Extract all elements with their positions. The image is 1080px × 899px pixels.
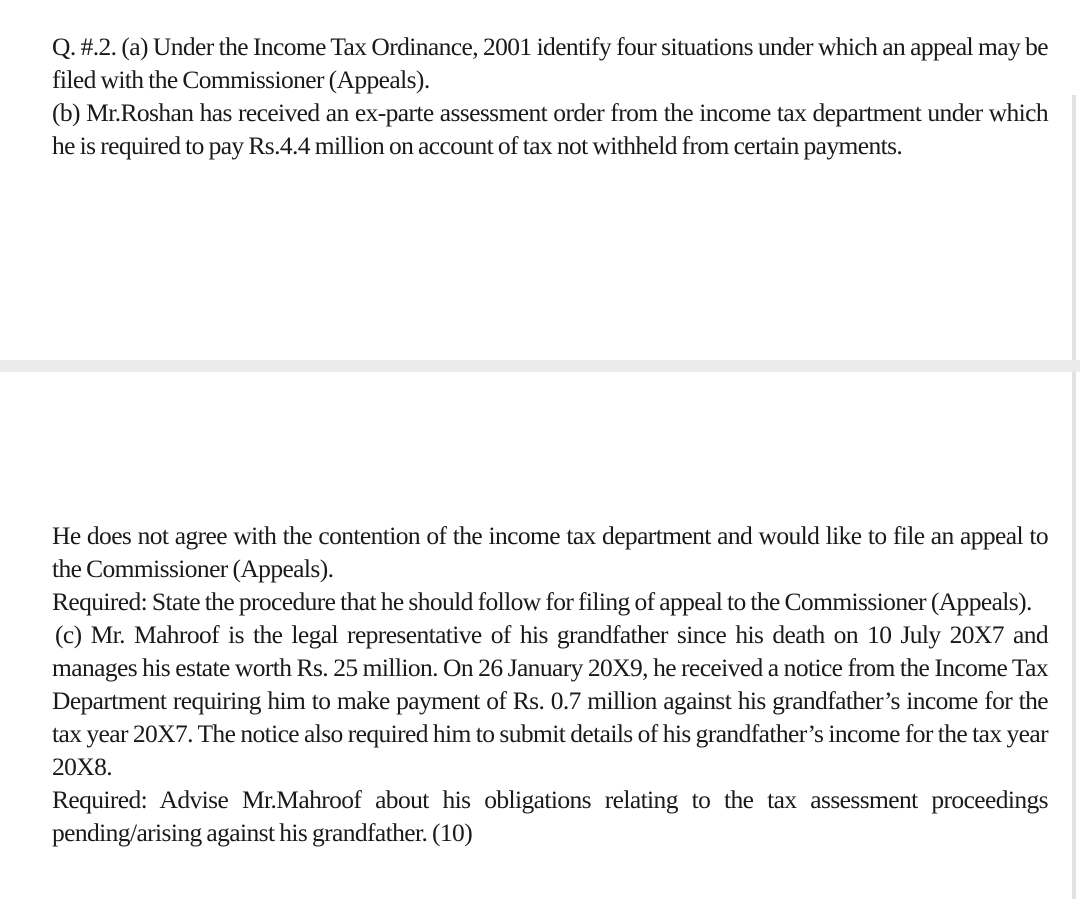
page-edge-shadow-bottom: [1072, 372, 1076, 899]
question-2-part-a: Q. #.2. (a) Under the Income Tax Ordinance, 2001 identify four situations under which an appeal may be filed with the Commissioner (Appeals).: [52, 32, 1048, 94]
part-b-required: Required: State the procedure that he should follow for filing of appeal to the Commissioner (Appeals).: [52, 587, 1032, 616]
part-c-required: Required: Advise Mr.Mahroof about his obligations relating to the tax assessment proceedings pending/arising against his grandfather. (10): [52, 785, 1048, 847]
question-2-part-c: (c) Mr. Mahroof is the legal representative of his grandfather since his death on 10 July 20X7 and manages his estate worth Rs. 25 million. On 26 January 20X9, he received a notice from the Income Tax Department requiring him to make payment of Rs. 0.7 million against his grandfather’s income for the tax year 20X7. The notice also required him to submit details of his grandfather’s income for the tax year 20X8.: [52, 620, 1048, 781]
question-2-part-b: (b) Mr.Roshan has received an ex-parte assessment order from the income tax department under which he is required to pay Rs.4.4 million on account of tax not withheld from certain payments.: [52, 98, 1048, 160]
question-block-top: [52, 30, 1048, 162]
page-divider: [0, 360, 1080, 372]
page-edge-shadow-top: [1072, 95, 1076, 360]
part-b-continuation: He does not agree with the contention of the income tax department and would like to file an appeal to the Commissioner (Appeals).: [52, 521, 1048, 583]
question-block-bottom: [52, 519, 1048, 849]
